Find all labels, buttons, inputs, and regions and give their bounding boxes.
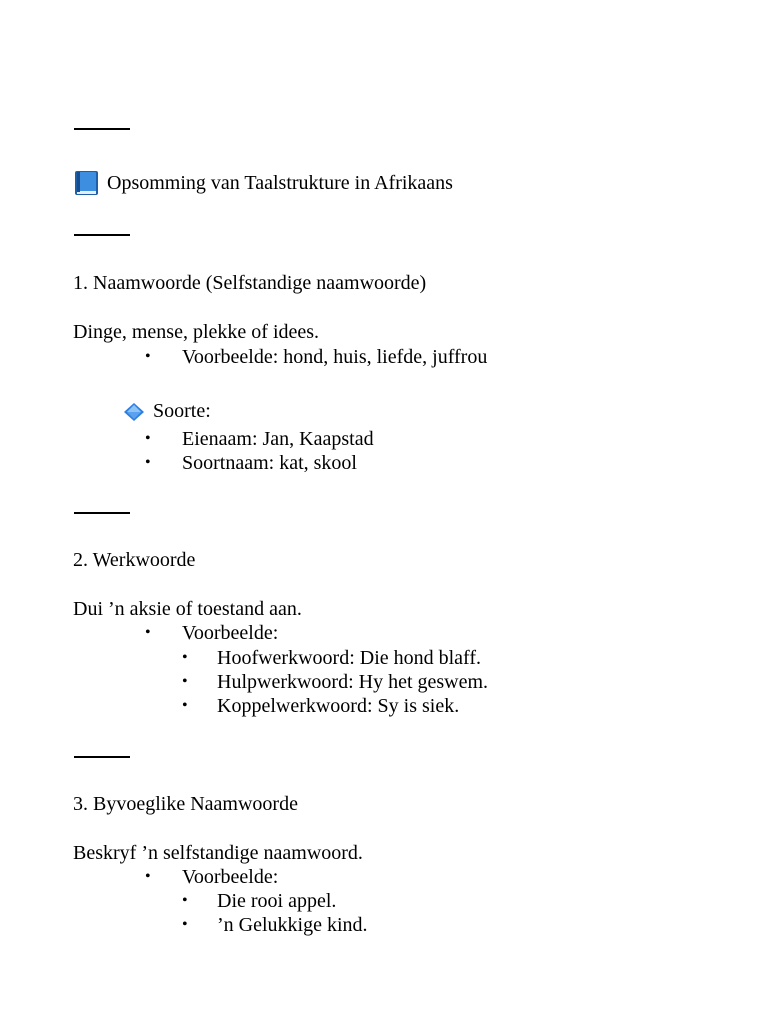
document-title: Opsomming van Taalstrukture in Afrikaans [107, 172, 453, 194]
section-description: Beskryf ’n selfstandige naamwoord. [73, 842, 363, 864]
horizontal-rule [74, 234, 130, 236]
section-title: 2. Werkwoorde [73, 549, 196, 571]
subheading: Soorte: [153, 400, 211, 422]
section-title: 3. Byvoeglike Naamwoorde [73, 793, 298, 815]
bullet: • [145, 454, 151, 471]
horizontal-rule [74, 512, 130, 514]
section-title: 1. Naamwoorde (Selfstandige naamwoorde) [73, 272, 427, 294]
list-item: Voorbeelde: hond, huis, liefde, juffrou [182, 346, 488, 368]
section-description: Dui ’n aksie of toestand aan. [73, 598, 302, 620]
list-item: Eienaam: Jan, Kaapstad [182, 428, 374, 450]
bullet: • [145, 348, 151, 365]
list-item: Voorbeelde: [182, 622, 279, 644]
bullet: • [182, 673, 188, 690]
bullet: • [145, 624, 151, 641]
bullet: • [182, 697, 188, 714]
list-item: Soortnaam: kat, skool [182, 452, 357, 474]
horizontal-rule [74, 128, 130, 130]
bullet: • [145, 430, 151, 447]
bullet: • [182, 916, 188, 933]
blue-diamond-icon [123, 402, 145, 422]
list-item: Die rooi appel. [217, 890, 337, 912]
horizontal-rule [74, 756, 130, 758]
list-item: Hulpwerkwoord: Hy het geswem. [217, 671, 489, 693]
blue-book-icon [74, 170, 99, 196]
bullet: • [145, 868, 151, 885]
list-item: ’n Gelukkige kind. [217, 914, 368, 936]
list-item: Koppelwerkwoord: Sy is siek. [217, 695, 460, 717]
section-description: Dinge, mense, plekke of idees. [73, 321, 320, 343]
bullet: • [182, 892, 188, 909]
bullet: • [182, 649, 188, 666]
list-item: Hoofwerkwoord: Die hond blaff. [217, 647, 482, 669]
list-item: Voorbeelde: [182, 866, 279, 888]
